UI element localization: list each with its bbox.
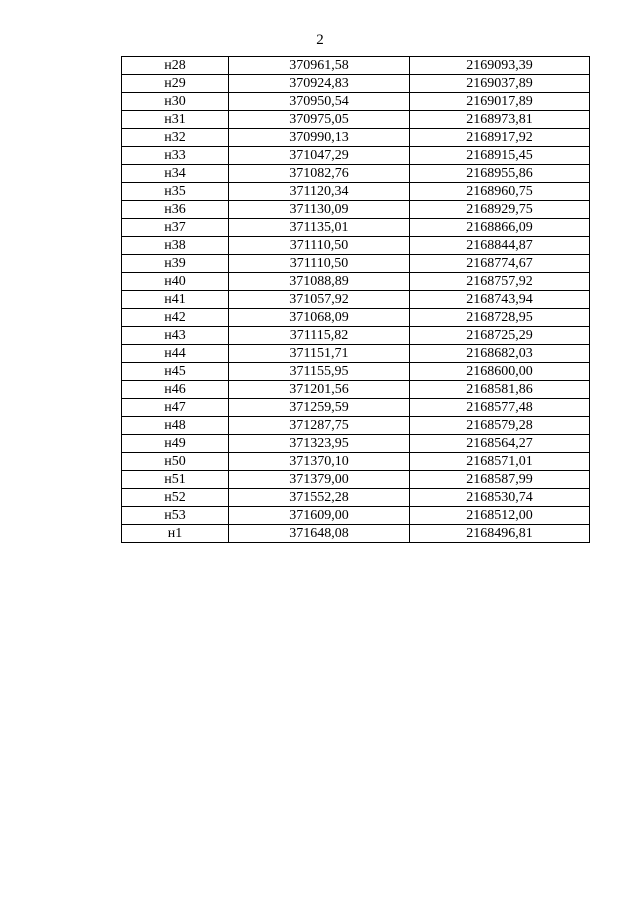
table-row bbox=[122, 111, 590, 129]
x-coordinate-cell: 371648,08 bbox=[229, 525, 410, 543]
table-row bbox=[122, 363, 590, 381]
y-coordinate-cell: 2168917,92 bbox=[410, 129, 590, 147]
table-row bbox=[122, 417, 590, 435]
point-name-cell: н32 bbox=[122, 129, 229, 147]
x-coordinate-cell: 371201,56 bbox=[229, 381, 410, 399]
x-coordinate-cell: 370975,05 bbox=[229, 111, 410, 129]
y-coordinate-cell: 2168682,03 bbox=[410, 345, 590, 363]
y-coordinate-cell: 2168600,00 bbox=[410, 363, 590, 381]
x-coordinate-cell: 371110,50 bbox=[229, 255, 410, 273]
x-coordinate-cell: 371115,82 bbox=[229, 327, 410, 345]
x-coordinate-cell: 370990,13 bbox=[229, 129, 410, 147]
point-name-cell: н48 bbox=[122, 417, 229, 435]
table-row bbox=[122, 345, 590, 363]
point-name-cell: н39 bbox=[122, 255, 229, 273]
y-coordinate-cell: 2168929,75 bbox=[410, 201, 590, 219]
x-coordinate-cell: 371068,09 bbox=[229, 309, 410, 327]
point-name-cell: н51 bbox=[122, 471, 229, 489]
y-coordinate-cell: 2168587,99 bbox=[410, 471, 590, 489]
table-row bbox=[122, 255, 590, 273]
table-row bbox=[122, 237, 590, 255]
coordinates-table-body bbox=[122, 57, 590, 543]
point-name-cell: н37 bbox=[122, 219, 229, 237]
table-row bbox=[122, 327, 590, 345]
x-coordinate-cell: 371120,34 bbox=[229, 183, 410, 201]
x-coordinate-cell: 371323,95 bbox=[229, 435, 410, 453]
table-row bbox=[122, 399, 590, 417]
point-name-cell: н50 bbox=[122, 453, 229, 471]
point-name-cell: н47 bbox=[122, 399, 229, 417]
y-coordinate-cell: 2168915,45 bbox=[410, 147, 590, 165]
y-coordinate-cell: 2168564,27 bbox=[410, 435, 590, 453]
x-coordinate-cell: 371088,89 bbox=[229, 273, 410, 291]
x-coordinate-cell: 371130,09 bbox=[229, 201, 410, 219]
point-name-cell: н38 bbox=[122, 237, 229, 255]
point-name-cell: н35 bbox=[122, 183, 229, 201]
x-coordinate-cell: 371047,29 bbox=[229, 147, 410, 165]
table-row bbox=[122, 435, 590, 453]
x-coordinate-cell: 371370,10 bbox=[229, 453, 410, 471]
y-coordinate-cell: 2169037,89 bbox=[410, 75, 590, 93]
table-row bbox=[122, 75, 590, 93]
x-coordinate-cell: 371287,75 bbox=[229, 417, 410, 435]
x-coordinate-cell: 370950,54 bbox=[229, 93, 410, 111]
point-name-cell: н42 bbox=[122, 309, 229, 327]
x-coordinate-cell: 371135,01 bbox=[229, 219, 410, 237]
y-coordinate-cell: 2168774,67 bbox=[410, 255, 590, 273]
x-coordinate-cell: 370924,83 bbox=[229, 75, 410, 93]
point-name-cell: н44 bbox=[122, 345, 229, 363]
y-coordinate-cell: 2169017,89 bbox=[410, 93, 590, 111]
table-row bbox=[122, 291, 590, 309]
point-name-cell: н34 bbox=[122, 165, 229, 183]
y-coordinate-cell: 2168571,01 bbox=[410, 453, 590, 471]
point-name-cell: н29 bbox=[122, 75, 229, 93]
x-coordinate-cell: 371609,00 bbox=[229, 507, 410, 525]
table-row bbox=[122, 471, 590, 489]
table-row bbox=[122, 93, 590, 111]
point-name-cell: н36 bbox=[122, 201, 229, 219]
point-name-cell: н33 bbox=[122, 147, 229, 165]
y-coordinate-cell: 2168844,87 bbox=[410, 237, 590, 255]
y-coordinate-cell: 2168973,81 bbox=[410, 111, 590, 129]
y-coordinate-cell: 2168960,75 bbox=[410, 183, 590, 201]
point-name-cell: н31 bbox=[122, 111, 229, 129]
y-coordinate-cell: 2168530,74 bbox=[410, 489, 590, 507]
x-coordinate-cell: 371082,76 bbox=[229, 165, 410, 183]
table-row bbox=[122, 309, 590, 327]
x-coordinate-cell: 371259,59 bbox=[229, 399, 410, 417]
table-row bbox=[122, 525, 590, 543]
table-row bbox=[122, 489, 590, 507]
y-coordinate-cell: 2168728,95 bbox=[410, 309, 590, 327]
point-name-cell: н30 bbox=[122, 93, 229, 111]
point-name-cell: н43 bbox=[122, 327, 229, 345]
table-row bbox=[122, 201, 590, 219]
y-coordinate-cell: 2168577,48 bbox=[410, 399, 590, 417]
table-row bbox=[122, 219, 590, 237]
y-coordinate-cell: 2168512,00 bbox=[410, 507, 590, 525]
x-coordinate-cell: 371155,95 bbox=[229, 363, 410, 381]
point-name-cell: н1 bbox=[122, 525, 229, 543]
table-row bbox=[122, 507, 590, 525]
table-row bbox=[122, 57, 590, 75]
point-name-cell: н49 bbox=[122, 435, 229, 453]
point-name-cell: н28 bbox=[122, 57, 229, 75]
coordinates-table bbox=[121, 56, 590, 543]
table-row bbox=[122, 273, 590, 291]
table-row bbox=[122, 183, 590, 201]
y-coordinate-cell: 2168579,28 bbox=[410, 417, 590, 435]
table-row bbox=[122, 165, 590, 183]
x-coordinate-cell: 370961,58 bbox=[229, 57, 410, 75]
point-name-cell: н40 bbox=[122, 273, 229, 291]
y-coordinate-cell: 2169093,39 bbox=[410, 57, 590, 75]
point-name-cell: н45 bbox=[122, 363, 229, 381]
x-coordinate-cell: 371552,28 bbox=[229, 489, 410, 507]
x-coordinate-cell: 371110,50 bbox=[229, 237, 410, 255]
y-coordinate-cell: 2168866,09 bbox=[410, 219, 590, 237]
x-coordinate-cell: 371057,92 bbox=[229, 291, 410, 309]
x-coordinate-cell: 371379,00 bbox=[229, 471, 410, 489]
point-name-cell: н41 bbox=[122, 291, 229, 309]
table-row bbox=[122, 129, 590, 147]
y-coordinate-cell: 2168725,29 bbox=[410, 327, 590, 345]
y-coordinate-cell: 2168743,94 bbox=[410, 291, 590, 309]
point-name-cell: н53 bbox=[122, 507, 229, 525]
table-row bbox=[122, 453, 590, 471]
x-coordinate-cell: 371151,71 bbox=[229, 345, 410, 363]
y-coordinate-cell: 2168496,81 bbox=[410, 525, 590, 543]
table-row bbox=[122, 147, 590, 165]
y-coordinate-cell: 2168757,92 bbox=[410, 273, 590, 291]
y-coordinate-cell: 2168581,86 bbox=[410, 381, 590, 399]
point-name-cell: н52 bbox=[122, 489, 229, 507]
point-name-cell: н46 bbox=[122, 381, 229, 399]
table-row bbox=[122, 381, 590, 399]
y-coordinate-cell: 2168955,86 bbox=[410, 165, 590, 183]
page-number: 2 bbox=[316, 32, 324, 48]
